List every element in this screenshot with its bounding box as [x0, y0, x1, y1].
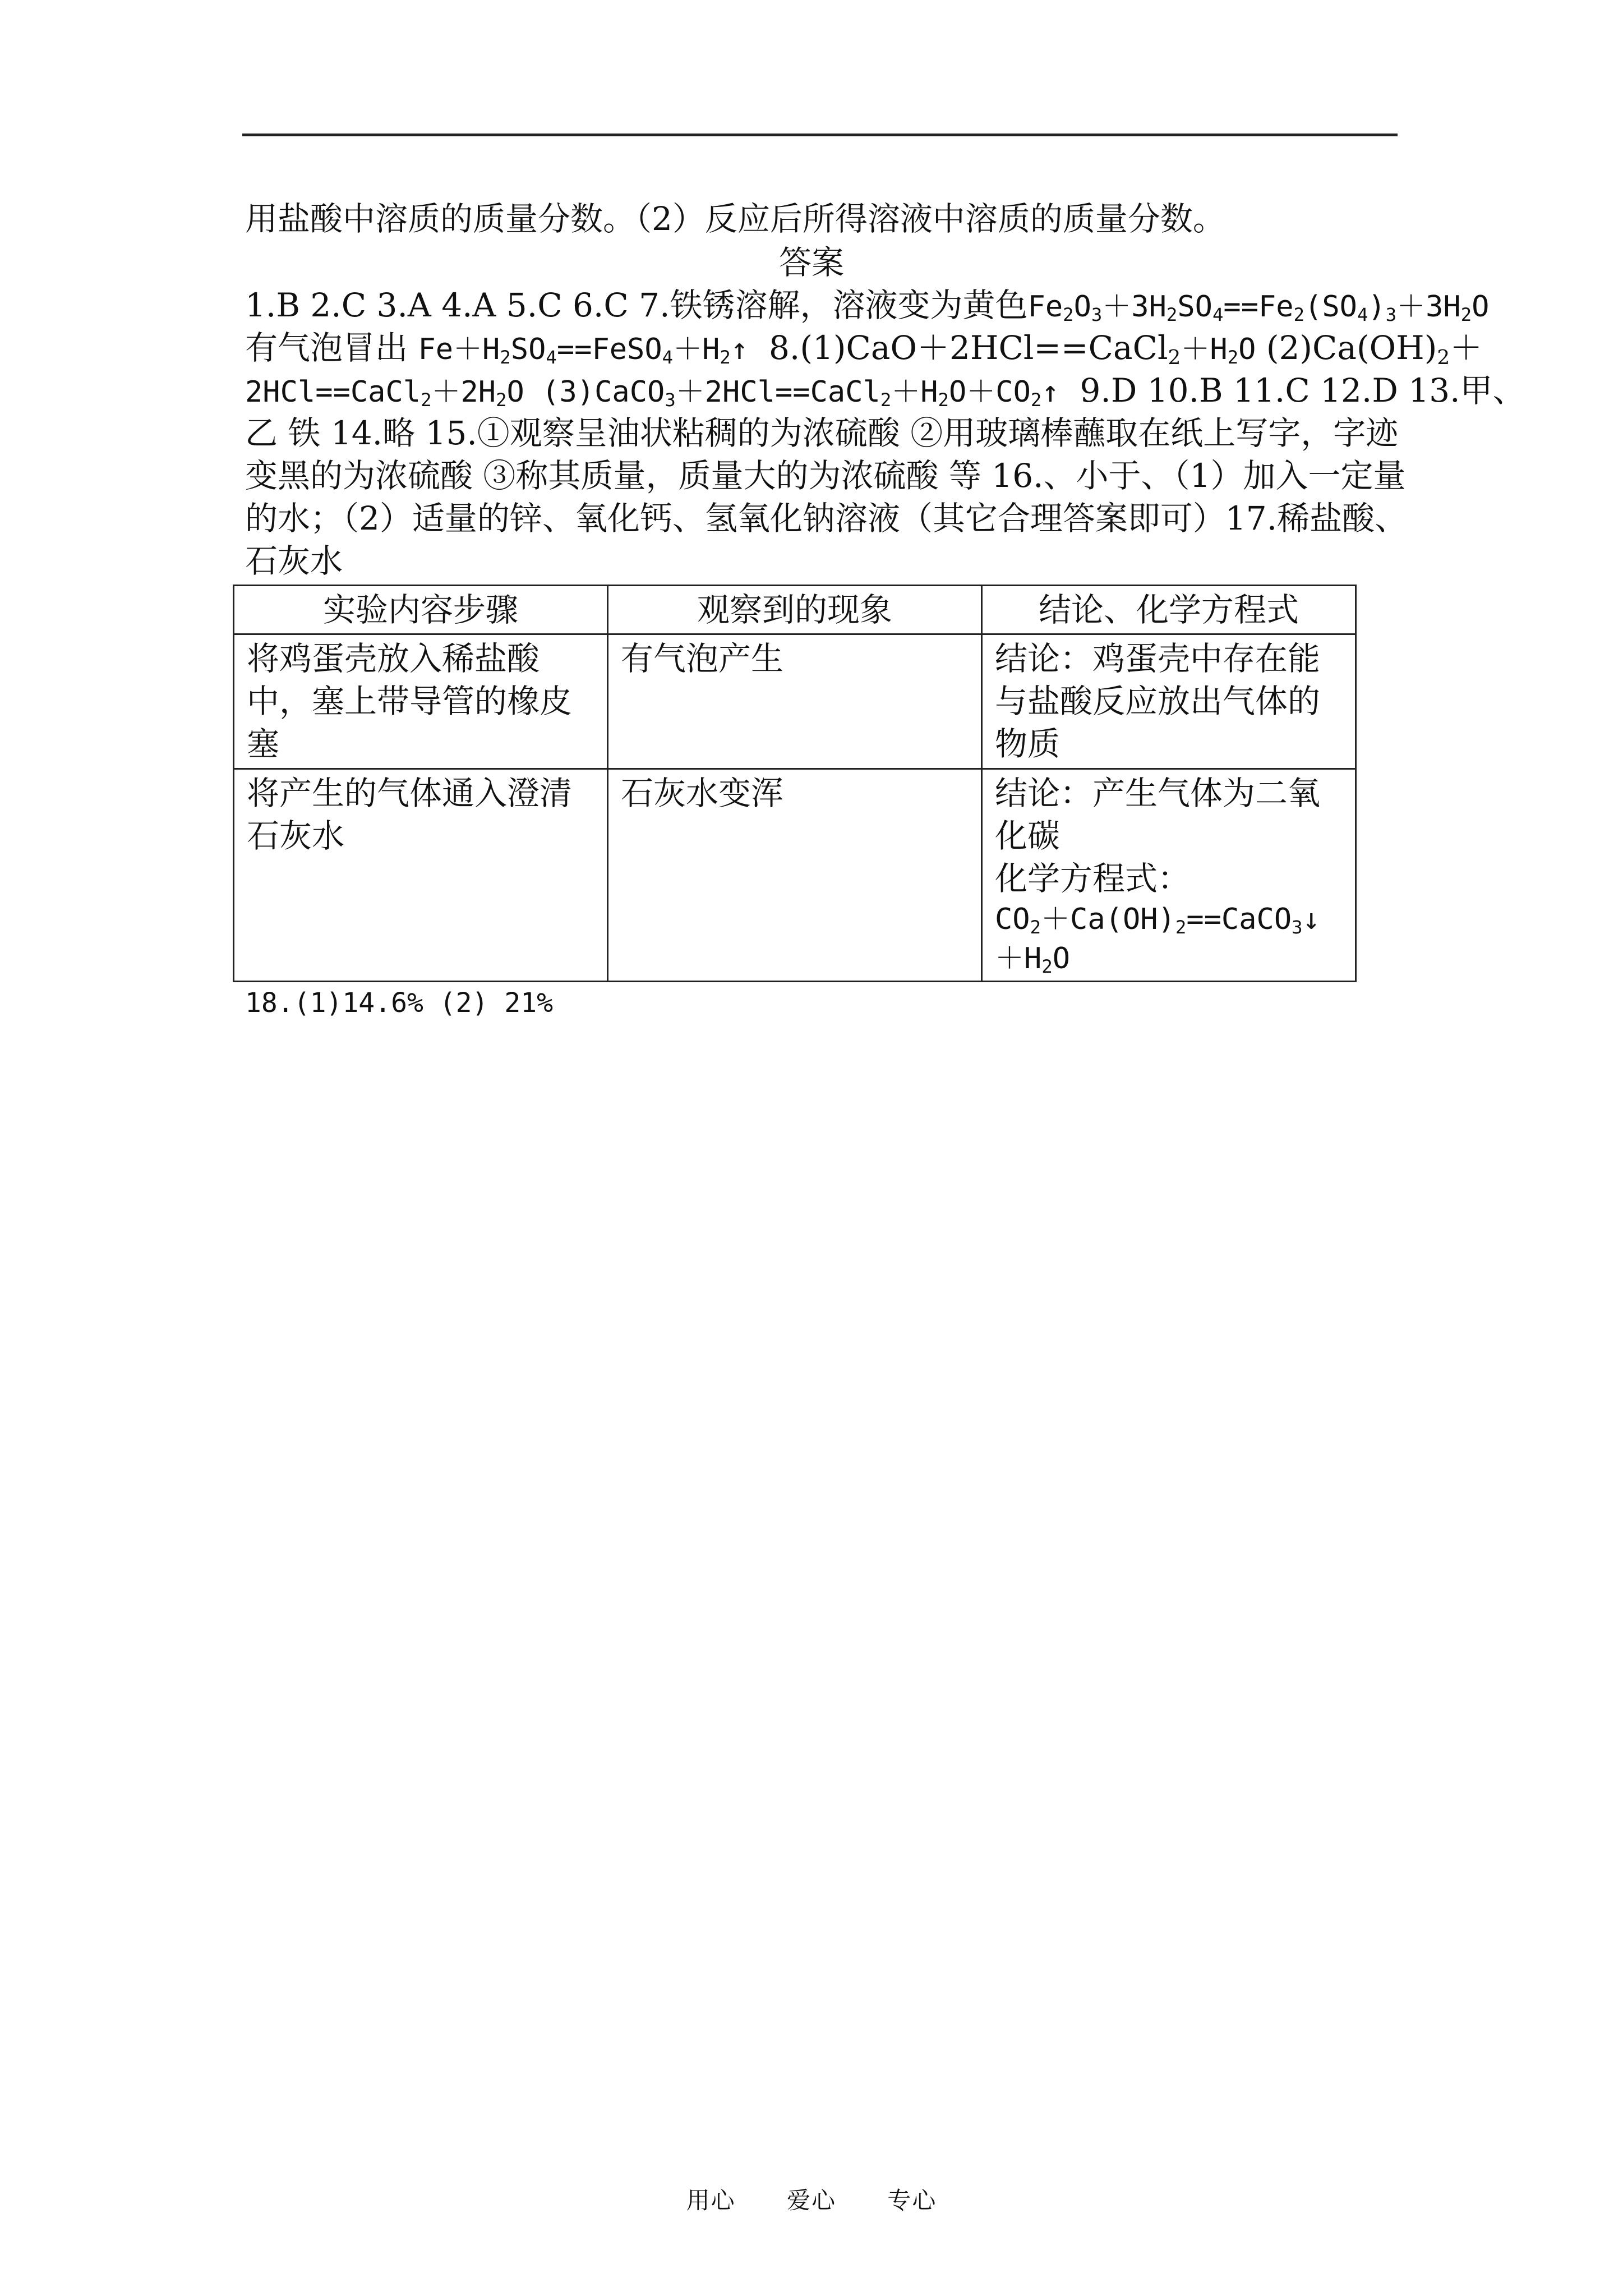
equation-label: 化学方程式： — [995, 859, 1191, 898]
answer-line-3: $2HCl==CaCl_2+2H_2O$ $(3)CaCO_3+2HCl==CaCl_2+H_2O+CO_2↑$ 9.D 10.B 11.C 12.D 13.甲、 — [245, 371, 1525, 411]
question-text: 用盐酸中溶质的质量分数。（2）反应后所得溶液中溶质的质量分数。 — [245, 200, 1225, 238]
table-cell-conclusion: 结论：鸡蛋壳中存在能与盐酸反应放出气体的物质 — [982, 634, 1356, 769]
header-rule — [242, 134, 1398, 136]
footer-word: 用心 — [686, 2187, 736, 2214]
answer-line-6: 的水；（2）适量的锌、氧化钙、氢氧化钠溶液（其它合理答案即可）17.稀盐酸、 — [245, 499, 1408, 537]
table-cell-step: 将鸡蛋壳放入稀盐酸中，塞上带导管的橡皮塞 — [234, 634, 608, 769]
table-cell-phenomenon: 有气泡产生 — [608, 634, 982, 769]
table-row — [234, 769, 1356, 982]
conclusion-text: 结论：产生气体为二氧化碳 — [995, 774, 1321, 855]
chemical-equation: $CO_2+Ca(OH)_2==CaCO_3↓$ $+H_2O$ — [995, 903, 1320, 978]
footer-word: 专心 — [887, 2187, 937, 2214]
experiment-table — [233, 585, 1357, 982]
footer-word: 爱心 — [786, 2187, 836, 2214]
table-header-row — [234, 586, 1356, 634]
final-answer: 18.(1)14.6% (2) 21% — [245, 987, 554, 1019]
table-header: 实验内容步骤 — [234, 586, 608, 634]
table-cell-step: 将产生的气体通入澄清石灰水 — [234, 769, 608, 982]
answer-line-2: 有气泡冒出 $Fe+H_2SO_4==FeSO_4+H_2↑$ $8.(1)CaO+2HCl==CaCl_2+H_2O$ $(2)Ca(OH)_2+$ — [245, 329, 1483, 369]
table-header: 观察到的现象 — [608, 586, 982, 634]
page-footer — [0, 2182, 1623, 2216]
answer-line-4: 乙 铁 14.略 15.①观察呈油状粘稠的为浓硫酸 ②用玻璃棒蘸取在纸上写字，字迹 — [245, 414, 1399, 452]
table-row — [234, 634, 1356, 769]
answer-line-5: 变黑的为浓硫酸 ③称其质量，质量大的为浓硫酸 等 16.、小于、（1）加入一定量 — [245, 457, 1406, 495]
table-cell-conclusion — [982, 769, 1356, 982]
answer-title: 答案 — [778, 243, 844, 282]
table-header: 结论、化学方程式 — [982, 586, 1356, 634]
answer-line-7: 石灰水 — [245, 542, 343, 580]
table-cell-phenomenon: 石灰水变浑 — [608, 769, 982, 982]
answer-line-1: 1.B 2.C 3.A 4.A 5.C 6.C 7.铁锈溶解，溶液变为黄色$Fe_2O_3+3H_2SO_4==Fe_2(SO_4)_3+3H_2O$ — [245, 286, 1490, 326]
